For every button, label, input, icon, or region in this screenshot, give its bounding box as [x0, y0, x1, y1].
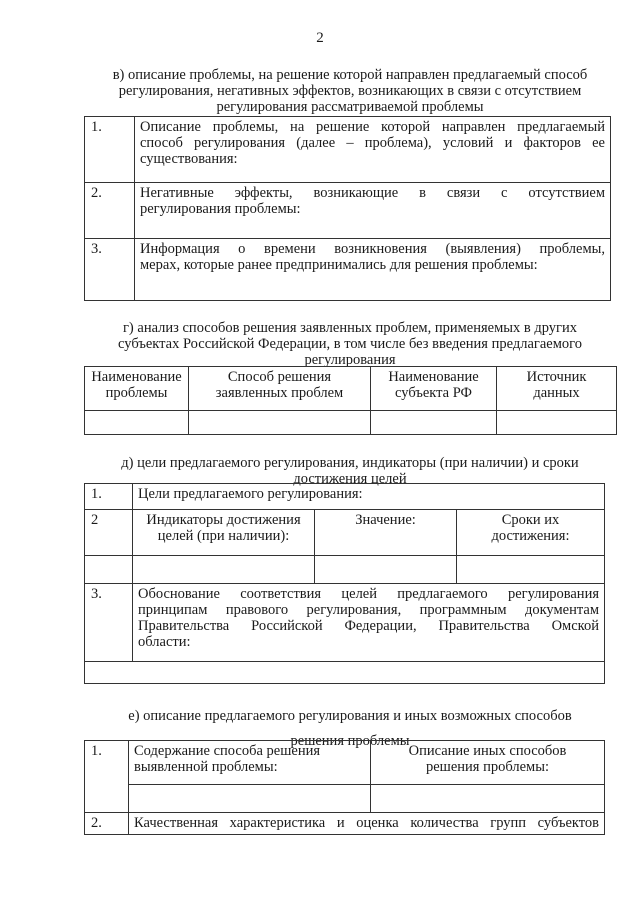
heading-line: регулирования — [304, 352, 396, 368]
section-g-table — [84, 366, 617, 435]
heading-line: д) цели предлагаемого регулирования, индикаторы (при наличии) и сроки — [121, 455, 579, 471]
table-row — [85, 239, 611, 301]
alternative-methods-cell: Описание иных способов решения проблемы: — [371, 741, 605, 785]
table-row — [85, 183, 611, 239]
heading-line: решения проблемы — [290, 733, 410, 749]
table-row — [85, 117, 611, 183]
problem-history-cell: Информация о времени возникновения (выявления) проблемы, мерах, которые ранее предпринимались для решения проблемы: — [135, 239, 611, 301]
table-row — [85, 741, 605, 785]
page-number: 2 — [316, 30, 324, 46]
heading-line: достижения целей — [293, 471, 407, 487]
row-number: 2. — [85, 183, 135, 239]
column-header-region: Наименование субъекта РФ — [371, 367, 497, 411]
section-g-heading — [60, 320, 640, 368]
column-header-method: Способ решения заявленных проблем — [189, 367, 371, 411]
column-header-source: Источник данных — [497, 367, 617, 411]
table-row — [85, 556, 605, 584]
row-number: 3. — [85, 584, 133, 662]
section-e-table — [84, 740, 605, 835]
deadline-cell: Сроки их достижения: — [457, 510, 605, 556]
row-number: 2 — [85, 510, 133, 556]
heading-line: регулирования, негативных эффектов, возникающих в связи с отсутствием — [118, 83, 582, 99]
table-row — [85, 484, 605, 510]
heading-line: е) описание предлагаемого регулирования и иных возможных способов — [128, 708, 572, 724]
negative-effects-cell: Негативные эффекты, возникающие в связи с отсутствием регулирования проблемы: — [135, 183, 611, 239]
table-row — [85, 813, 605, 835]
problem-description-cell: Описание проблемы, на решение которой направлен предлагаемый способ регулирования (далее – проблема), условий и факторов ее существования: — [135, 117, 611, 183]
solution-content-cell: Содержание способа решения выявленной проблемы: — [129, 741, 371, 785]
table-row — [85, 510, 605, 556]
value-cell: Значение: — [315, 510, 457, 556]
section-d-table — [84, 483, 605, 684]
heading-line: г) анализ способов решения заявленных проблем, применяемых в других — [122, 320, 578, 336]
row-number: 3. — [85, 239, 135, 301]
heading-line: регулирования рассматриваемой проблемы — [216, 99, 484, 115]
row-number: 2. — [85, 813, 129, 835]
column-header-problem: Наименование проблемы — [85, 367, 189, 411]
row-number: 1. — [85, 484, 133, 510]
goals-cell: Цели предлагаемого регулирования: — [133, 484, 605, 510]
indicators-cell: Индикаторы достижения целей (при наличии): — [133, 510, 315, 556]
table-header-row — [85, 367, 617, 411]
table-row — [85, 411, 617, 435]
section-v-table — [84, 116, 611, 301]
row-number: 1. — [85, 117, 135, 183]
row-number: 1. — [85, 741, 129, 813]
table-row — [85, 584, 605, 662]
heading-line: в) описание проблемы, на решение которой направлен предлагаемый способ — [112, 67, 588, 83]
section-v-heading — [60, 67, 640, 115]
heading-line: субъектах Российской Федерации, в том числе без введения предлагаемого — [118, 336, 582, 352]
justification-cell: Обоснование соответствия целей предлагаемого регулирования принципам правового регулирования, программным документам Правительства Российской Федерации, Правительства Омской области: — [133, 584, 605, 662]
table-row — [85, 785, 605, 813]
qualitative-characteristic-cell: Качественная характеристика и оценка количества групп субъектов — [129, 813, 605, 835]
table-row — [85, 662, 605, 684]
